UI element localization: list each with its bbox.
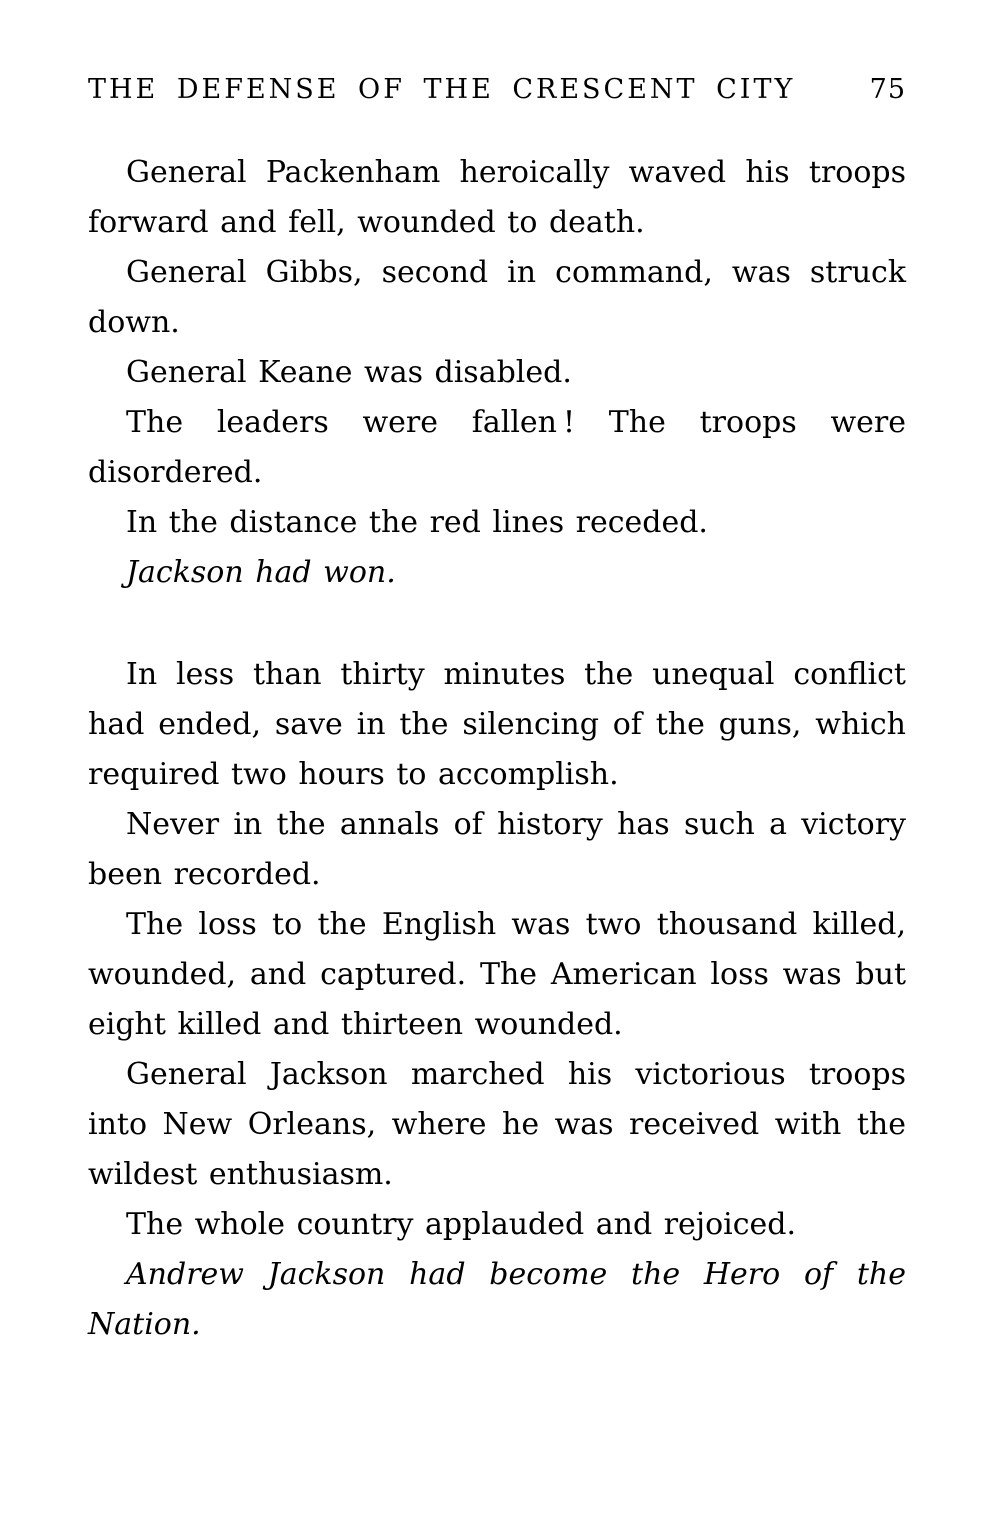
page-number: 75 (869, 74, 906, 105)
paragraph: General Gibbs, second in command, was struck down. (88, 255, 906, 340)
paragraph: General Packenham heroically waved his troops forward and fell, wounded to death. (88, 155, 906, 240)
paragraph: In less than thirty minutes the unequal conflict had ended, save in the silencing of the guns, which required two hours to accomplish. (88, 657, 906, 792)
paragraph: Never in the annals of history has such a victory been recorded. (88, 807, 906, 892)
page-body (88, 148, 906, 1350)
paragraph-emphasis: Andrew Jackson had become the Hero of the Nation. (88, 1257, 906, 1342)
paragraph: The whole country applauded and rejoiced. (126, 1207, 797, 1242)
running-head (88, 72, 906, 108)
paragraph: The loss to the English was two thousand killed, wounded, and captured. The American loss was but eight killed and thirteen wounded. (88, 907, 906, 1042)
page-header-title: THE DEFENSE OF THE CRESCENT CITY (88, 74, 796, 105)
paragraph: In the distance the red lines receded. (126, 505, 708, 540)
paragraph: General Keane was disabled. (126, 355, 572, 390)
paragraph: General Jackson marched his victorious troops into New Orleans, where he was received with the wildest enthusiasm. (88, 1057, 906, 1192)
paragraph: The leaders were fallen ! The troops were disordered. (88, 405, 906, 490)
paragraph-emphasis: Jackson had won. (126, 555, 396, 590)
